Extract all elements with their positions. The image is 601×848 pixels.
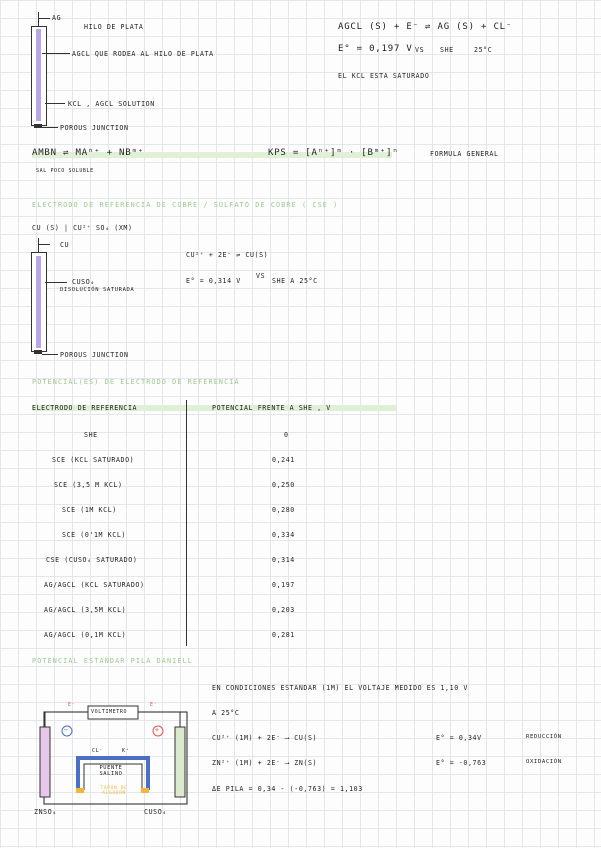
agcl-temp: 25°C xyxy=(474,46,493,54)
table-cell-potential: 0,197 xyxy=(272,581,295,589)
table-cell-potential: 0,281 xyxy=(272,631,295,639)
cse-cell-notation: CU (S) | CU²⁺ SO₄ (XM) xyxy=(32,224,133,232)
table-cell-electrode: AG/AGCL (3,5M KCL) xyxy=(44,606,127,614)
agcl-reaction: AGCL (S) + E⁻ ⇌ AG (S) + CL⁻ xyxy=(338,22,513,32)
cse-heading: ELECTRODO DE REFERENCIA DE COBRE / SULFATO DE COBRE ( CSE ) xyxy=(32,201,339,209)
daniell-intro: EN CONDICIONES ESTANDAR (1M) EL VOLTAJE MEDIDO ES 1,10 V xyxy=(212,684,468,692)
table-cell-electrode: SCE (1M KCL) xyxy=(62,506,117,514)
label-ag: AG xyxy=(52,14,62,22)
chloride-ion: CL⁻ xyxy=(92,748,103,754)
voltmeter-label: VOLTIMETRO xyxy=(91,709,128,715)
agcl-note: EL KCL ESTA SATURADO xyxy=(338,72,430,80)
delta-e-pila: ΔE PILA = 0,34 - (-0,763) = 1,103 xyxy=(212,785,363,793)
electron-right: E⁻ xyxy=(150,702,158,708)
daniell-intro-temp: A 25°C xyxy=(212,709,240,717)
reaction-cu: CU²⁺ (1M) + 2E⁻ ⟶ CU(S) xyxy=(212,734,318,742)
agcl-vs: VS xyxy=(415,46,425,54)
cotton-plug-label: TAPÓN DE ALGODÓN xyxy=(100,786,128,796)
reaction-cu-type: REDUCCIÓN xyxy=(526,734,562,740)
general-equilibrium: AMBN ⇌ MAⁿ⁺ + NBᵐ⁺ xyxy=(32,148,144,158)
table-cell-electrode: SCE (0'1M KCL) xyxy=(62,531,126,539)
reaction-zn-type: OXIDACIÓN xyxy=(526,759,562,765)
label-disolucion: DISOLUCIÓN SATURADA xyxy=(60,287,135,293)
table-cell-potential: 0,334 xyxy=(272,531,295,539)
label-cu: CU xyxy=(60,241,70,249)
cse-reaction: CU²⁺ + 2E⁻ ⇌ CU(S) xyxy=(186,251,269,259)
label-hilo-plata: HILO DE PLATA xyxy=(84,23,144,31)
table-cell-electrode: AG/AGCL (KCL SATURADO) xyxy=(44,581,145,589)
cse-she-temp: SHE A 25°C xyxy=(272,277,318,285)
label-porous: POROUS JUNCTION xyxy=(60,124,129,132)
table-cell-electrode: SCE (KCL SATURADO) xyxy=(52,456,135,464)
table-cell-electrode: SHE xyxy=(84,431,98,439)
table-cell-potential: 0 xyxy=(284,431,289,439)
plus-sign: + xyxy=(155,726,160,734)
label-agcl: AGCL QUE RODEA AL HILO DE PLATA xyxy=(72,50,214,58)
cuso4-label: CUSO₄ xyxy=(144,808,167,816)
table-cell-electrode: CSE (CUSO₄ SATURADO) xyxy=(46,556,138,564)
agcl-potential: E° = 0,197 V xyxy=(338,44,413,54)
table-cell-electrode: AG/AGCL (0,1M KCL) xyxy=(44,631,127,639)
label-porous-cse: POROUS JUNCTION xyxy=(60,351,129,359)
table-col1-header: ELECTRODO DE REFERENCIA xyxy=(32,404,138,412)
electron-left: E⁻ xyxy=(68,702,76,708)
table-cell-potential: 0,314 xyxy=(272,556,295,564)
cse-vs: VS xyxy=(256,272,266,280)
sal-poco-soluble: SAL POCO SOLUBLE xyxy=(36,168,94,174)
reaction-zn: ZN²⁺ (1M) + 2E⁻ ⟶ ZN(S) xyxy=(212,759,318,767)
potassium-ion: K⁺ xyxy=(122,748,130,754)
znso4-label: ZNSO₄ xyxy=(34,808,57,816)
cotton-plug-right xyxy=(141,788,149,793)
table-cell-potential: 0,203 xyxy=(272,606,295,614)
reaction-cu-e: E° = 0,34V xyxy=(436,734,482,742)
copper-electrode xyxy=(175,727,185,797)
label-kcl-agcl: KCL , AGCL SOLUTION xyxy=(68,100,155,108)
table-cell-potential: 0,241 xyxy=(272,456,295,464)
cse-potential: E° = 0,314 V xyxy=(186,277,241,285)
salt-bridge-label: PUENTE SALINO xyxy=(99,765,123,777)
table-cell-potential: 0,250 xyxy=(272,481,295,489)
label-cuso4: CUSO₄ xyxy=(72,278,95,286)
agcl-she: SHE xyxy=(440,46,454,54)
zinc-electrode xyxy=(40,727,50,797)
table-col2-header: POTENCIAL FRENTE A SHE , V xyxy=(212,404,331,412)
table-heading: POTENCIAL(ES) DE ELECTRODO DE REFERENCIA xyxy=(32,378,240,386)
table-cell-potential: 0,280 xyxy=(272,506,295,514)
minus-sign: − xyxy=(64,726,69,734)
formula-general-label: FORMULA GENERAL xyxy=(430,150,499,158)
kps-expression: KPS = [Aⁿ⁺]ᵐ · [Bᵐ⁺]ⁿ xyxy=(268,148,399,158)
table-cell-electrode: SCE (3,5 M KCL) xyxy=(54,481,123,489)
daniell-heading: POTENCIAL ESTANDAR PILA DANIELL xyxy=(32,657,193,665)
cotton-plug-left xyxy=(76,788,84,793)
reaction-zn-e: E° = -0,763 xyxy=(436,759,487,767)
